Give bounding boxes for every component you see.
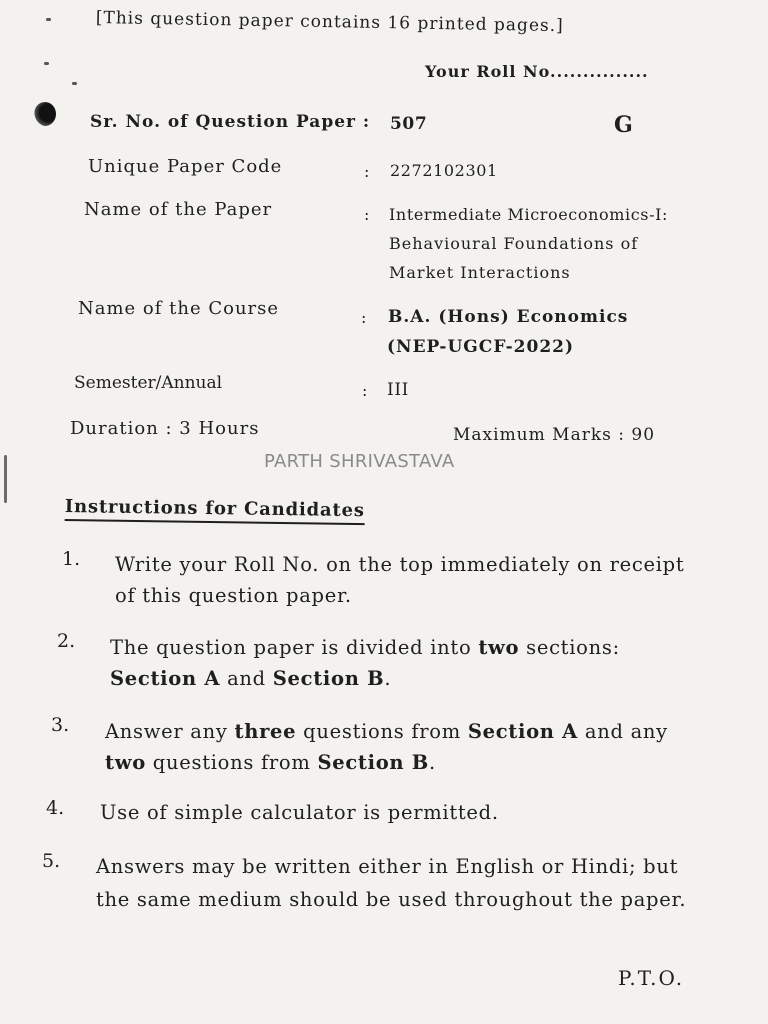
instruction-item-2 <box>110 632 700 694</box>
instruction-text: questions from <box>296 720 468 743</box>
instruction-text: Answers may be written either in English or Hindi; but the same medium should be used throughout the paper. <box>96 855 687 911</box>
course-line1: B.A. (Hons) Economics <box>388 307 629 327</box>
instruction-number: 2. <box>57 630 76 652</box>
instruction-text: Answer any <box>105 720 235 743</box>
page-edge-mark <box>4 455 7 503</box>
maximum-marks: Maximum Marks : 90 <box>453 425 656 445</box>
instruction-text: . <box>384 667 392 690</box>
sr-no-value: 507 <box>390 114 428 134</box>
instruction-text: Use of simple calculator is permitted. <box>100 801 499 824</box>
instruction-text: questions from <box>145 751 318 774</box>
colon: : <box>364 205 370 224</box>
instruction-item-3 <box>105 716 701 778</box>
unique-code-label: Unique Paper Code <box>88 156 283 177</box>
instruction-number: 1. <box>62 548 81 570</box>
instruction-item-1 <box>115 549 697 611</box>
instruction-number: 4. <box>46 797 65 819</box>
instruction-text: and <box>220 667 273 690</box>
colon: : <box>364 162 370 181</box>
scan-dot <box>46 18 51 21</box>
unique-code-value: 2272102301 <box>390 161 498 180</box>
please-turn-over: P.T.O. <box>618 966 685 990</box>
instruction-text: . <box>429 751 436 774</box>
watermark-name: PARTH SHRIVASTAVA <box>264 451 455 472</box>
instruction-emphasis: Section B <box>272 667 385 690</box>
set-code: G <box>614 112 633 138</box>
semester-label: Semester/Annual <box>74 373 223 393</box>
paper-name-line2: Behavioural Foundations of <box>389 234 639 253</box>
pages-note: [This question paper contains 16 printed pages.] <box>95 8 564 37</box>
instructions-heading: Instructions for Candidates <box>65 496 365 525</box>
instruction-item-5 <box>96 850 702 916</box>
roll-number-field: Your Roll No............... <box>425 62 649 81</box>
sr-no-label: Sr. No. of Question Paper : <box>90 112 371 132</box>
instruction-emphasis: Section A <box>467 720 579 743</box>
paper-name-line3: Market Interactions <box>389 263 571 282</box>
semester-value: III <box>387 380 409 400</box>
instruction-number: 5. <box>42 850 61 872</box>
paper-name-line1: Intermediate Microeconomics-I: <box>389 205 669 224</box>
instruction-text: sections: <box>519 636 620 659</box>
instruction-emphasis: Section A <box>110 667 221 690</box>
instruction-text: The question paper is divided into <box>110 636 479 659</box>
colon: : <box>361 308 367 327</box>
instruction-text: Write your Roll No. on the top immediately on receipt of this question paper. <box>115 553 685 607</box>
instruction-item-4 <box>100 797 700 828</box>
instruction-emphasis: three <box>234 720 297 743</box>
instruction-emphasis: two <box>478 636 520 659</box>
duration: Duration : 3 Hours <box>70 418 260 439</box>
course-label: Name of the Course <box>78 298 280 319</box>
instruction-text: and any <box>578 720 668 743</box>
instruction-emphasis: Section B <box>317 751 429 774</box>
colon: : <box>362 381 368 400</box>
course-line2: (NEP-UGCF-2022) <box>387 337 575 357</box>
instruction-emphasis: two <box>105 751 146 774</box>
instruction-number: 3. <box>51 714 70 736</box>
paper-name-label: Name of the Paper <box>84 199 273 220</box>
binder-hole-mark <box>34 102 56 126</box>
scan-dot <box>72 82 77 85</box>
scan-dot <box>44 62 49 65</box>
